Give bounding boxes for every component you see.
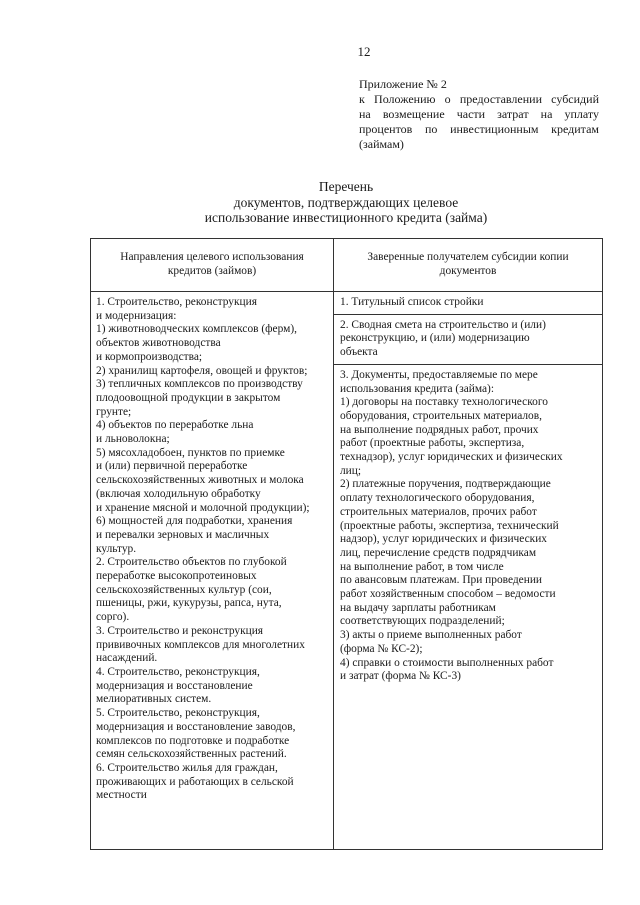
document-line: 1. Титульный список стройки: [340, 296, 484, 308]
document-line: (форма № КС-2);: [340, 642, 423, 655]
document-line: использования кредита (займа):: [340, 382, 494, 395]
directions-line: проживающих и работающих в сельской: [96, 775, 294, 788]
directions-line: модернизация и восстановление: [96, 679, 253, 692]
directions-line: 3) тепличных комплексов по производству: [96, 378, 303, 391]
page-number: 12: [357, 44, 371, 59]
directions-cell: [91, 292, 334, 850]
document-line: (проектные работы, экспертиза, технический: [340, 519, 559, 532]
document-line: 2. Сводная смета на строительство и (или): [340, 318, 546, 331]
directions-line: и (или) первичной переработке: [96, 460, 248, 473]
title-line: документов, подтверждающих целевое: [233, 194, 459, 210]
document-line: на выполнение подрядных работ, прочих: [340, 423, 539, 436]
directions-line: и хранение мясной и молочной продукции);: [96, 501, 310, 514]
directions-line: 2. Строительство объектов по глубокой: [96, 556, 287, 569]
directions-line: 1. Строительство, реконструкция: [96, 296, 257, 308]
directions-line: 4. Строительство, реконструкция,: [96, 665, 260, 678]
directions-line: 6. Строительство жилья для граждан,: [96, 761, 278, 774]
document-block-3: [334, 364, 602, 688]
directions-line: местности: [96, 789, 147, 802]
directions-line: и кормопроизводства;: [96, 350, 203, 363]
document-line: на выдачу зарплаты работникам: [340, 601, 496, 614]
directions-line: 3. Строительство и реконструкция: [96, 624, 264, 637]
document-line: по авансовым платежам. При проведении: [340, 574, 543, 587]
directions-line: сорго).: [96, 611, 130, 624]
document-line: реконструкцию, и (или) модернизацию: [340, 332, 530, 345]
document-line: соответствующих подразделений;: [340, 615, 505, 628]
appendix-line: на возмещение части затрат на уплату: [359, 107, 599, 121]
documents-cell: [334, 292, 603, 850]
directions-line: и перевалки зерновых и масличных: [96, 528, 270, 541]
appendix-line: процентов по инвестиционным кредитам: [359, 122, 599, 136]
directions-line: насаждений.: [96, 652, 158, 665]
directions-line: семян сельскохозяйственных растений.: [96, 748, 287, 761]
document-line: 2) платежные поручения, подтверждающие: [340, 478, 551, 491]
document-block-1: [334, 292, 602, 314]
document-line: 3) акты о приеме выполненных работ: [340, 629, 522, 642]
header-documents: Заверенные получателем субсидии копии документов: [334, 239, 603, 292]
document-line: оплату технологического оборудования,: [340, 492, 535, 505]
document-line: 4) справки о стоимости выполненных работ: [340, 656, 554, 669]
directions-line: 5) мясохладобоен, пунктов по приемке: [96, 446, 285, 459]
directions-line: и льноволокна;: [96, 433, 170, 446]
title-line: Перечень: [318, 179, 374, 194]
directions-line: культур.: [96, 542, 137, 555]
directions-line: грунте;: [96, 405, 132, 418]
directions-line: модернизация и восстановление заводов,: [96, 720, 296, 733]
document-line: оборудования, строительных материалов,: [340, 409, 542, 422]
directions-line: 6) мощностей для подработки, хранения: [96, 515, 293, 528]
directions-line: 5. Строительство, реконструкция,: [96, 707, 260, 720]
header-directions: Направления целевого использования кредитов (займов): [91, 239, 334, 292]
appendix-line: Приложение № 2: [359, 77, 447, 91]
directions-line: объектов животноводства: [96, 337, 221, 350]
directions-line: комплексов по подготовке и подработке: [96, 734, 290, 747]
directions-line: 4) объектов по переработке льна: [96, 419, 254, 432]
document-line: лиц;: [340, 464, 362, 477]
directions-line: мелиоративных систем.: [96, 693, 212, 706]
directions-line: 2) хранилищ картофеля, овощей и фруктов;: [96, 364, 308, 377]
directions-line: 1) животноводческих комплексов (ферм),: [96, 323, 297, 336]
document-line: на выполнение работ, в том числе: [340, 560, 504, 573]
directions-line: плодоовощной продукции в закрытом: [96, 391, 281, 404]
directions-line: пшеницы, ржи, кукурузы, рапса, нута,: [96, 597, 282, 610]
directions-line: (включая холодильную обработку: [96, 487, 261, 500]
directions-line: прививочных комплексов для многолетних: [96, 638, 305, 651]
table-row: [91, 292, 603, 850]
appendix-line: (займам): [359, 137, 404, 151]
document-line: 3. Документы, предоставляемые по мере: [340, 368, 538, 381]
document-line: объекта: [340, 346, 378, 359]
document-title: [90, 179, 602, 226]
directions-line: и модернизация:: [96, 309, 177, 322]
directions-line: сельскохозяйственных животных и молока: [96, 474, 304, 487]
directions-line: переработке высокопротеиновых: [96, 570, 257, 583]
appendix-header: [359, 77, 599, 152]
document-line: работ (проектные работы, экспертиза,: [340, 437, 525, 450]
title-line: использование инвестиционного кредита (займа): [204, 210, 488, 225]
document-line: и затрат (форма № КС-3): [340, 670, 461, 683]
table-header-row: [91, 239, 603, 292]
appendix-line: к Положению о предоставлении субсидий: [359, 92, 599, 106]
document-line: работ хозяйственным способом – ведомости: [340, 588, 556, 601]
document-line: строительных материалов, прочих работ: [340, 505, 537, 518]
document-block-2: [334, 314, 602, 364]
document-line: 1) договоры на поставку технологического: [340, 396, 548, 409]
document-line: лиц, перечисление средств подрядчикам: [340, 546, 537, 559]
document-line: технадзор), услуг юридических и физических: [340, 451, 563, 464]
documents-table: [90, 238, 603, 850]
directions-text: [91, 292, 333, 807]
directions-line: сельскохозяйственных культур (сои,: [96, 583, 272, 596]
document-line: надзор), услуг юридических и физических: [340, 533, 548, 546]
